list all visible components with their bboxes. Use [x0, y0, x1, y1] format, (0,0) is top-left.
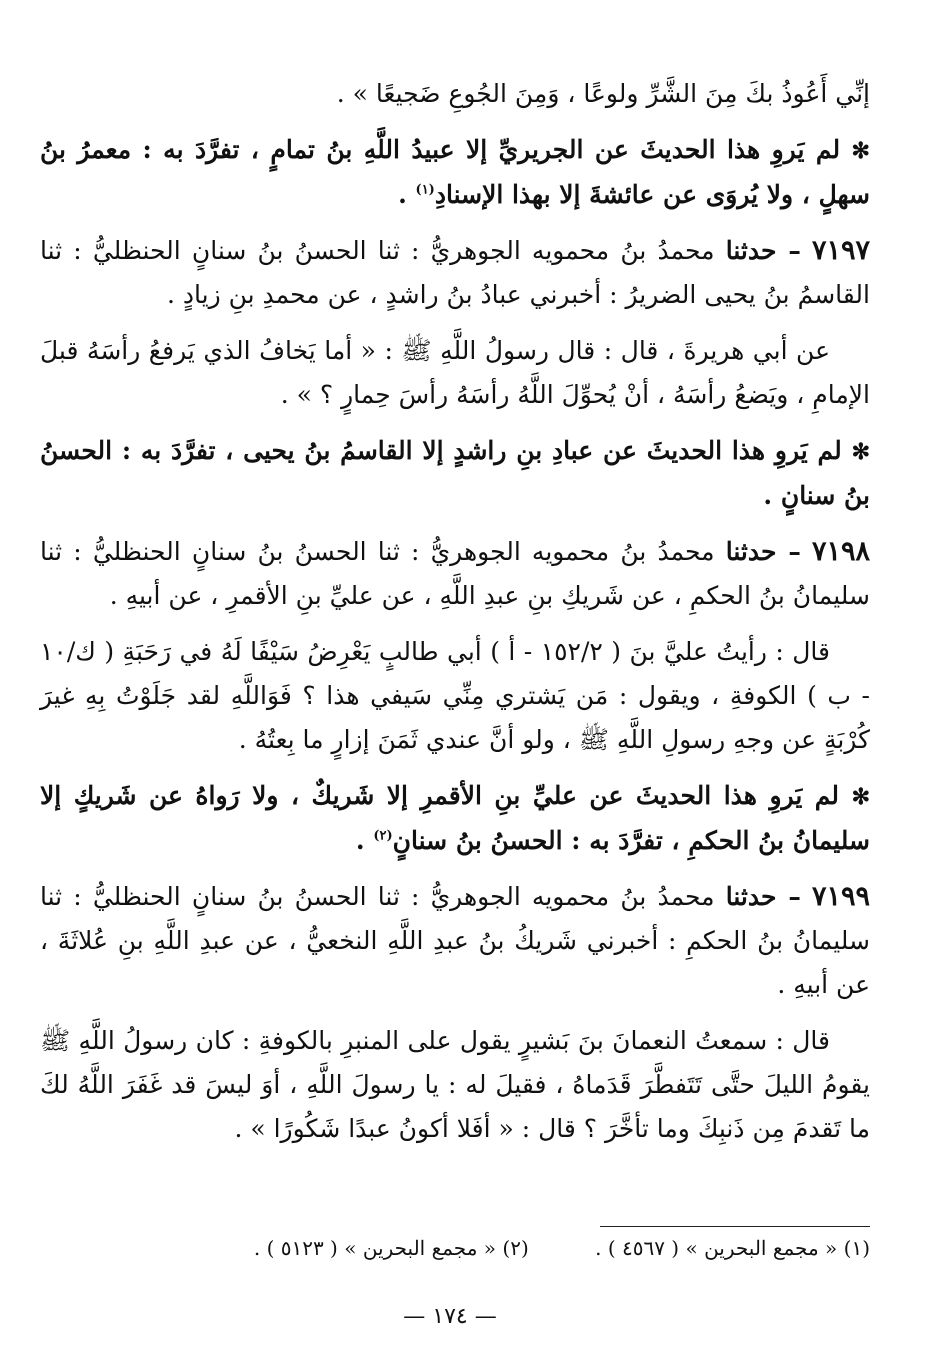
note-text: لم يَروِ هذا الحديثَ عن عبادِ بنِ راشدٍ إلا القاسمُ بنُ يحيى ، تفرَّدَ به : الحسنُ بنُ سنانٍ . [40, 436, 870, 510]
narration-note-2 [40, 429, 870, 518]
paragraph-text: إنِّي أَعُوذُ بكَ مِنَ الشَّرِّ ولوعًا ، وَمِنَ الجُوعِ ضَجيعًا » . [336, 79, 870, 108]
hadith-7199 [40, 875, 870, 1007]
page-number: — ١٧٤ — [403, 1304, 497, 1329]
footnote-divider [600, 1226, 870, 1227]
footnote-ref: (١) [415, 182, 435, 198]
hadith-7197 [40, 229, 870, 317]
hadith-lead: – حدثنا [725, 236, 801, 265]
hadith-lead: – حدثنا [725, 537, 801, 566]
narration-note-3 [40, 774, 870, 863]
note-text: لم يَروِ هذا الحديثَ عن الجريريِّ إلا عبيدُ اللَّهِ بنُ تمامٍ ، تفرَّدَ به : معمرُ بنُ سهلٍ ، ولا يُروَى عن عائشةَ إلا بهذا الإسنادِ [40, 135, 870, 209]
star-icon: ✻ [851, 439, 870, 465]
hadith-chain: محمدُ بنُ محمويه الجوهريُّ : ثنا الحسنُ بنُ سنانٍ الحنظليُّ : ثنا سليمانُ بنُ الحكمِ : أخبرني شَريكُ بنُ عبدِ اللَّهِ النخعيُّ ، عن عبدِ اللَّهِ بنِ عُلاثَةَ ، عن أبيهِ . [40, 882, 870, 999]
hadith-7197-matn [40, 329, 870, 417]
page-body [40, 72, 870, 1163]
hadith-7198-matn [40, 630, 870, 762]
footnote-ref: (٢) [373, 828, 393, 844]
note-tail: . [355, 826, 365, 855]
footnote-1: (١) « مجمع البحرين » ( ٤٥٦٧ ) . [595, 1236, 870, 1260]
footnotes [70, 1236, 870, 1260]
hadith-7198 [40, 530, 870, 618]
hadith-number: ٧١٩٩ [812, 881, 871, 912]
hadith-chain: محمدُ بنُ محمويه الجوهريُّ : ثنا الحسنُ بنُ سنانٍ الحنظليُّ : ثنا سليمانُ بنُ الحكمِ ، عن شَريكِ بنِ عبدِ اللَّهِ ، عن عليِّ بنِ الأقمرِ ، عن أبيهِ . [40, 537, 870, 610]
hadith-text: قال : سمعتُ النعمانَ بنَ بَشيرٍ يقول على المنبرِ بالكوفةِ : كان رسولُ اللَّهِ ﷺ يقومُ الليلَ حتَّى تَتَفطَّرَ قَدَماهُ ، فقيلَ له : يا رسولَ اللَّهِ ، أوَ ليسَ قد غَفَرَ اللَّهُ لكَ ما تَقدمَ مِن ذَنبِكَ وما تأخَّرَ ؟ قال : « أفَلا أكونُ عبدًا شَكُورًا » . [40, 1026, 870, 1143]
star-icon: ✻ [851, 784, 870, 810]
star-icon: ✻ [851, 138, 870, 164]
hadith-text: قال : رأيتُ عليَّ بنَ ( ١٥٢/٢ - أ ) أبي طالبٍ يَعْرِضُ سَيْفًا لَهُ في رَحَبَةِ ( ك/١٠ - ب ) الكوفةِ ، ويقول : مَن يَشتري مِنِّي سَيفي هذا ؟ فَوَاللَّهِ لقد جَلَوْتُ بِهِ غيرَ كُرْبَةٍ عن وجهِ رسولِ اللَّهِ ﷺ ، ولو أنَّ عندي ثَمَنَ إزارٍ ما بِعتُهُ . [40, 637, 870, 754]
hadith-number: ٧١٩٧ [812, 235, 871, 266]
hadith-lead: – حدثنا [725, 882, 801, 911]
note-tail: . [398, 180, 407, 209]
hadith-text: عن أبي هريرةَ ، قال : قال رسولُ اللَّهِ ﷺ : « أما يَخافُ الذي يَرفعُ رأسَهُ قبلَ الإمامِ ، ويَضعُ رأسَهُ ، أنْ يُحوِّلَ اللَّهُ رأسَهُ رأسَ حِمارٍ ؟ » . [40, 336, 870, 409]
narration-note-1 [40, 128, 870, 217]
hadith-chain: محمدُ بنُ محمويه الجوهريُّ : ثنا الحسنُ بنُ سنانٍ الحنظليُّ : ثنا القاسمُ بنُ يحيى الضريرُ : أخبرني عبادُ بنُ راشدٍ ، عن محمدِ بنِ زيادٍ . [40, 236, 870, 309]
hadith-7199-matn [40, 1019, 870, 1151]
hadith-number: ٧١٩٨ [812, 536, 871, 567]
paragraph-1 [40, 72, 870, 116]
note-text: لم يَروِ هذا الحديثَ عن عليِّ بنِ الأقمرِ إلا شَريكٌ ، ولا رَواهُ عن شَريكٍ إلا سليمانُ بنُ الحكمِ ، تفرَّدَ به : الحسنُ بنُ سنانٍ [40, 781, 870, 855]
footnote-2: (٢) « مجمع البحرين » ( ٥١٢٣ ) . [253, 1236, 529, 1260]
